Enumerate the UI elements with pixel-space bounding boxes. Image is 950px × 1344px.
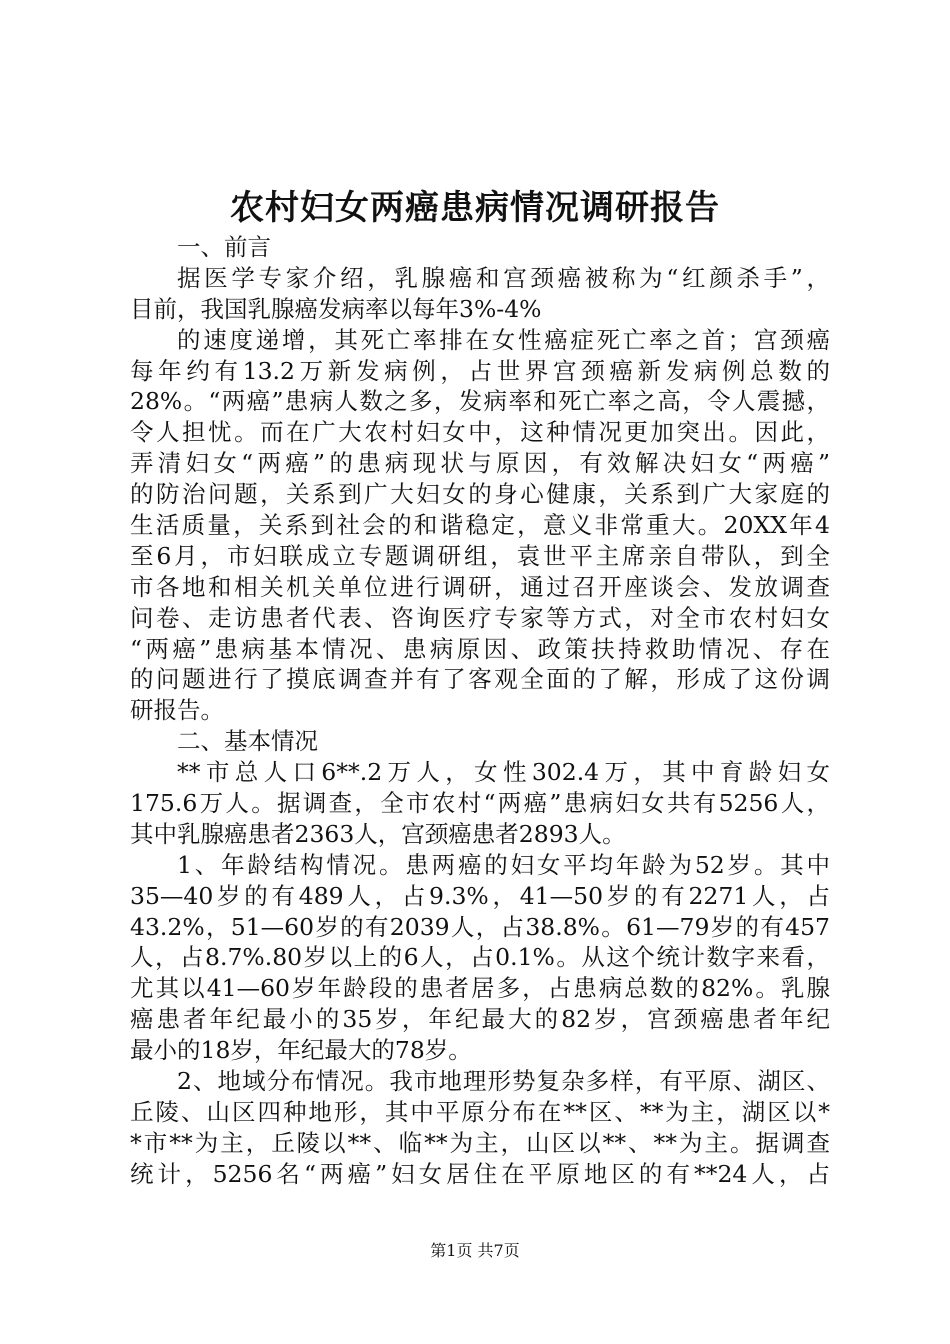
text-line: 的防治问题，关系到广大妇女的身心健康，关系到广大家庭的: [130, 480, 830, 509]
text-line: 问卷、走访患者代表、咨询医疗专家等方式，对全市农村妇女: [130, 603, 830, 632]
text-line: *市**为主，丘陵以**、临**为主，山区以**、**为主。据调查: [130, 1128, 830, 1157]
text-line: 二、基本情况: [177, 727, 318, 756]
text-line: 尤其以41—60岁年龄段的患者居多，占患病总数的82%。乳腺: [130, 974, 830, 1003]
text-line: 28%。“两癌”患病人数之多，发病率和死亡率之高，令人震撼，: [130, 387, 830, 416]
text-line: 的速度递增，其死亡率排在女性癌症死亡率之首；宫颈癌: [177, 325, 830, 354]
text-line: 35—40岁的有489人，占9.3%，41—50岁的有2271人，占: [130, 881, 830, 910]
text-line: 丘陵、山区四种地形，其中平原分布在**区、**为主，湖区以*: [130, 1097, 830, 1126]
text-line: 2、地域分布情况。我市地理形势复杂多样，有平原、湖区、: [177, 1067, 830, 1096]
text-line: 目前，我国乳腺癌发病率以每年3%-4%: [130, 294, 542, 323]
text-line: 研报告。: [130, 696, 224, 725]
text-line: 一、前言: [177, 233, 271, 261]
page-number-footer: 第1页 共7页: [430, 1241, 520, 1260]
text-line: 生活质量，关系到社会的和谐稳定，意义非常重大。20XX年4: [130, 511, 830, 540]
text-line: 令人担忧。而在广大农村妇女中，这种情况更加突出。因此，: [130, 418, 830, 447]
text-line: 175.6万人。据调查，全市农村“两癌”患病妇女共有5256人，: [130, 789, 830, 818]
text-line: 最小的18岁，年纪最大的78岁。: [130, 1036, 472, 1065]
text-line: 市各地和相关机关单位进行调研，通过召开座谈会、发放调查: [130, 572, 830, 601]
text-line: 人，占8.7%.80岁以上的6人，占0.1%。从这个统计数字来看，: [130, 943, 830, 972]
text-line: 弄清妇女“两癌”的患病现状与原因，有效解决妇女“两癌”: [130, 449, 830, 478]
text-line: 据医学专家介绍，乳腺癌和宫颈癌被称为“红颜杀手”，: [177, 263, 830, 292]
document-body: [130, 232, 830, 1190]
text-line: 1、年龄结构情况。患两癌的妇女平均年龄为52岁。其中: [177, 850, 830, 879]
text-line: 至6月，市妇联成立专题调研组，袁世平主席亲自带队，到全: [130, 541, 830, 570]
text-line: **市总人口6**.2万人，女性302.4万，其中育龄妇女: [177, 758, 830, 787]
text-line: 癌患者年纪最小的35岁，年纪最大的82岁，宫颈癌患者年纪: [130, 1005, 830, 1034]
text-line: 其中乳腺癌患者2363人，宫颈癌患者2893人。: [130, 819, 626, 848]
text-line: 统计，5256名“两癌”妇女居住在平原地区的有**24人，占: [130, 1159, 830, 1188]
document-title: 农村妇女两癌患病情况调研报告: [230, 188, 720, 228]
text-line: 43.2%，51—60岁的有2039人，占38.8%。61—79岁的有457: [130, 912, 830, 941]
text-line: “两癌”患病基本情况、患病原因、政策扶持救助情况、存在: [130, 634, 830, 663]
text-line: 每年约有13.2万新发病例，占世界宫颈癌新发病例总数的: [130, 356, 830, 385]
text-line: 的问题进行了摸底调查并有了客观全面的了解，形成了这份调: [130, 665, 830, 694]
